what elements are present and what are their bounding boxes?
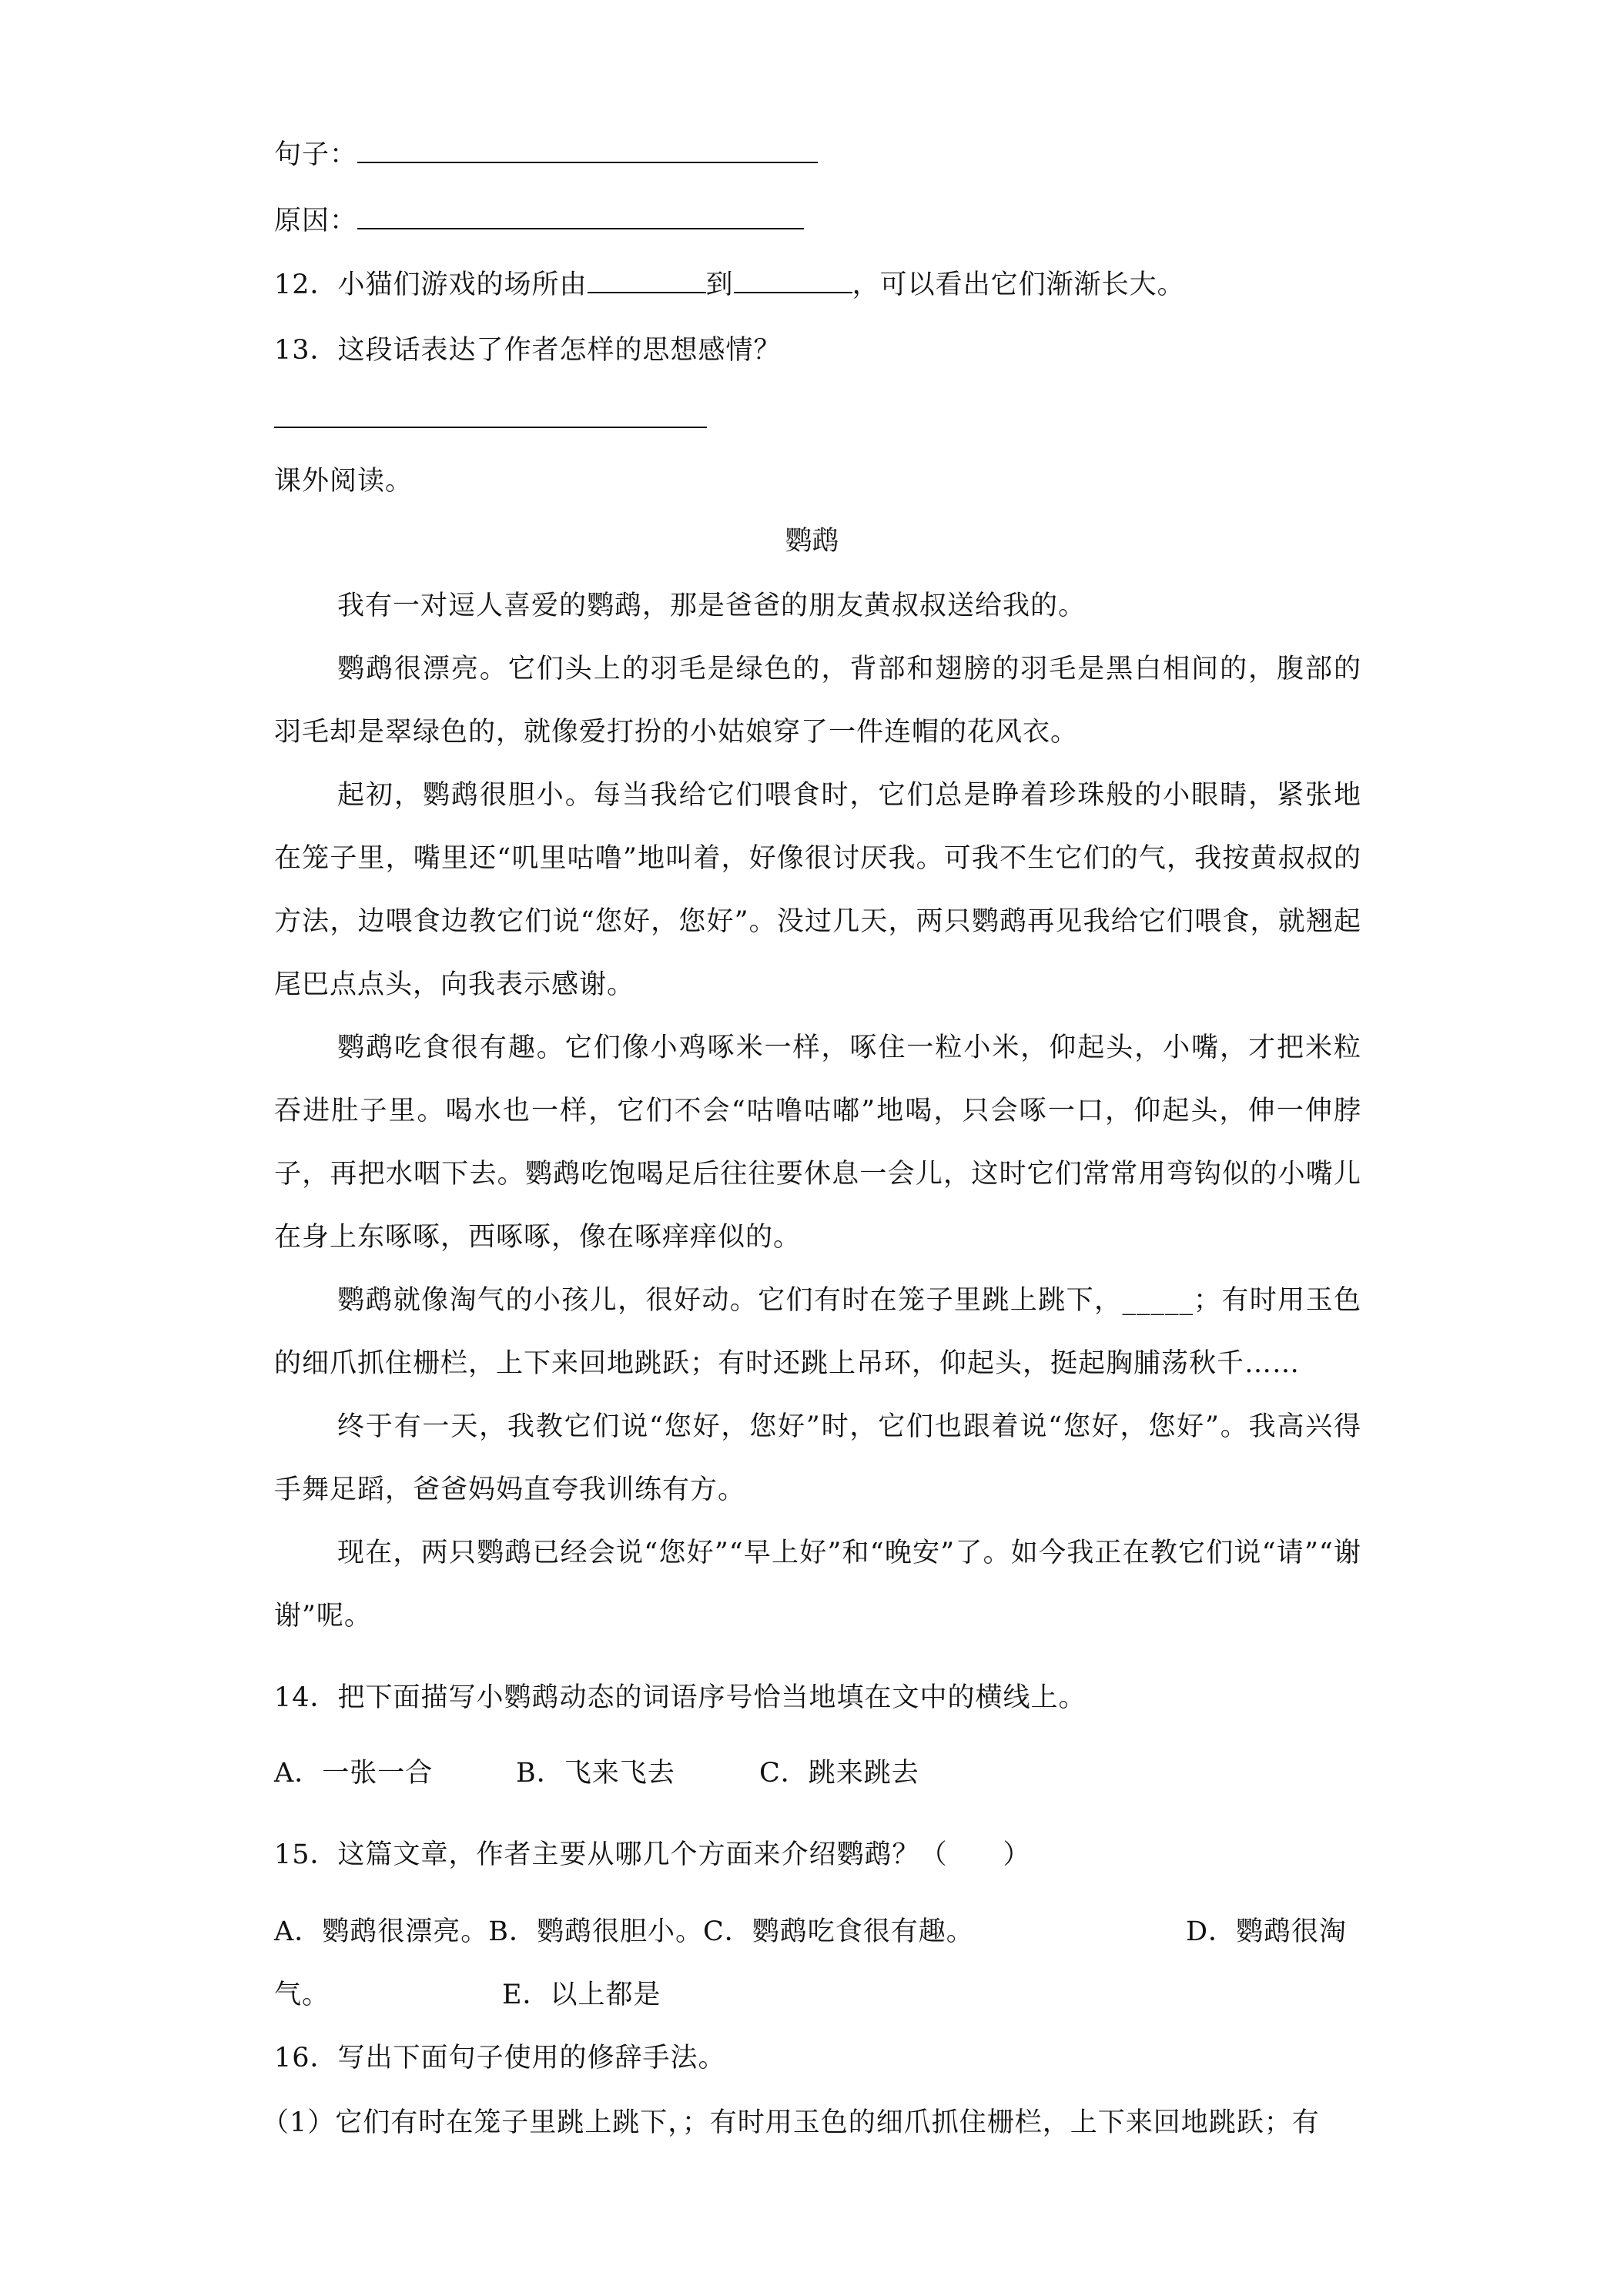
q14-option-a[interactable]: A．一张一合 (274, 1758, 434, 1789)
q15-option-d-continued: 气。 (274, 1980, 330, 2010)
q15-option-d[interactable]: D．鹦鹉很淘 (1186, 1916, 1348, 1947)
question-12 (274, 266, 1185, 304)
article-paragraph-3: 起初，鹦鹉很胆小。每当我给它们喂食时，它们总是睁着珍珠般的小眼睛，紧张地在笼子里，嘴里还“叽里咕噜”地叫着，好像很讨厌我。可我不生它们的气，我按黄叔叔的方法，边喂食边教它们说“您好，您好”。没过几天，两只鹦鹉再见我给它们喂食，就翘起尾巴点点头，向我表示感谢。 (274, 780, 1361, 1000)
question-16-1: （1）它们有时在笼子里跳上跳下，；有时用玉色的细爪抓住栅栏，上下来回地跳跃；有 (262, 2107, 1320, 2138)
reason-answer-line (274, 202, 804, 240)
q12-text-a: 12．小猫们游戏的场所由 (274, 269, 588, 300)
article-paragraph-5: 鹦鹉就像淘气的小孩儿，很好动。它们有时在笼子里跳上跳下，_____；有时用玉色的细爪抓住栅栏，上下来回地跳跃；有时还跳上吊环，仰起头，挺起胸脯荡秋千…… (274, 1285, 1361, 1379)
q13-answer-blank[interactable] (274, 427, 707, 428)
section-heading: 课外阅读。 (274, 466, 414, 497)
q12-text-c: ，可以看出它们渐渐长大。 (852, 269, 1185, 300)
question-14: 14．把下面描写小鹦鹉动态的词语序号恰当地填在文中的横线上。 (274, 1682, 1087, 1713)
article-paragraph-2: 鹦鹉很漂亮。它们头上的羽毛是绿色的，背部和翅膀的羽毛是黑白相间的，腹部的羽毛却是翠绿色的，就像爱打扮的小姑娘穿了一件连帽的花风衣。 (274, 654, 1361, 748)
q15-options-row-2 (274, 1976, 661, 2014)
reason-label: 原因： (274, 206, 358, 236)
question-15: 15．这篇文章，作者主要从哪几个方面来介绍鹦鹉？（ ） (274, 1839, 1031, 1870)
q12-blank-1[interactable] (588, 266, 706, 293)
q15-option-c[interactable]: C．鹦鹉吃食很有趣。 (703, 1916, 974, 1947)
sentence-label: 句子： (274, 139, 358, 170)
q12-blank-2[interactable] (734, 266, 852, 293)
q15-option-e[interactable]: E．以上都是 (502, 1980, 661, 2010)
question-13: 13．这段话表达了作者怎样的思想感情？ (274, 335, 782, 366)
sentence-answer-line (274, 136, 818, 174)
q14-option-b[interactable]: B．飞来飞去 (516, 1758, 675, 1789)
article-title: 鹦鹉 (785, 526, 839, 557)
q14-option-c[interactable]: C．跳来跳去 (759, 1758, 919, 1789)
q12-text-b: 到 (705, 269, 734, 300)
q15-options-row-1 (274, 1913, 974, 1951)
article-paragraph-4: 鹦鹉吃食很有趣。它们像小鸡啄米一样，啄住一粒小米，仰起头，小嘴，才把米粒吞进肚子里。喝水也一样，它们不会“咕噜咕嘟”地喝，只会啄一口，仰起头，伸一伸脖子，再把水咽下去。鹦鹉吃饱喝足后往往要休息一会儿，这时它们常常用弯钩似的小嘴儿在身上东啄啄，西啄啄，像在啄痒痒似的。 (274, 1033, 1361, 1253)
article-paragraph-1: 我有一对逗人喜爱的鹦鹉，那是爸爸的朋友黄叔叔送给我的。 (337, 591, 1087, 621)
q15-option-b[interactable]: B．鹦鹉很胆小。 (488, 1916, 704, 1947)
q15-option-a[interactable]: A．鹦鹉很漂亮。 (274, 1916, 489, 1947)
article-paragraph-6: 终于有一天，我教它们说“您好，您好”时，它们也跟着说“您好，您好”。我高兴得手舞足蹈，爸爸妈妈直夸我训练有方。 (274, 1411, 1361, 1505)
reason-blank[interactable] (357, 202, 804, 229)
question-16: 16．写出下面句子使用的修辞手法。 (274, 2043, 726, 2073)
article-paragraph-7: 现在，两只鹦鹉已经会说“您好”“早上好”和“晚安”了。如今我正在教它们说“请”“谢谢”呢。 (274, 1538, 1361, 1632)
q14-options (274, 1754, 919, 1792)
sentence-blank[interactable] (357, 136, 818, 163)
